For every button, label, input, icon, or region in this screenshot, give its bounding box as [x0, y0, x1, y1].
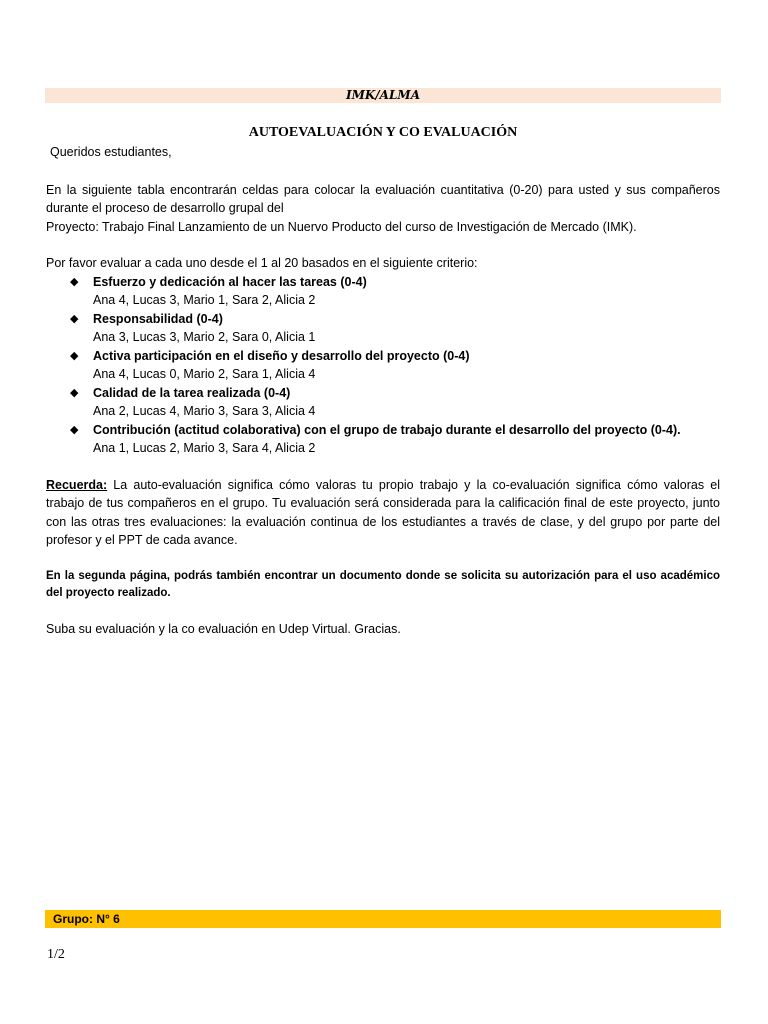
diamond-bullet-icon: ◆ [70, 386, 79, 399]
intro-line-1: En la siguiente tabla encontrarán celdas para colocar la evaluación cuantitativa (0-20) para usted y sus compañeros durante el proceso de desarrollo grupal del [46, 182, 720, 215]
criteria-item [46, 421, 720, 458]
page-number: 1/2 [47, 947, 65, 962]
group-number-label: Grupo: N° 6 [53, 912, 120, 926]
diamond-bullet-icon: ◆ [70, 275, 79, 288]
criteria-item [46, 384, 720, 421]
greeting: Queridos estudiantes, [50, 145, 172, 159]
criteria-scores: Ana 2, Lucas 4, Mario 3, Sara 3, Alicia 4 [93, 404, 316, 418]
diamond-bullet-icon: ◆ [70, 312, 79, 325]
criteria-item [46, 310, 720, 347]
criteria-title: Activa participación en el diseño y desarrollo del proyecto (0-4) [93, 348, 470, 363]
reminder-text: La auto-evaluación significa cómo valoras tu propio trabajo y la co-evaluación significa cómo valoras el trabajo de tus compañeros en el grupo. Tu evaluación será considerada para la calificación final de este proyecto, junto con las otras tres evaluaciones: la evaluación continua de los estudiantes a través de clase, y del grupo por parte del profesor y el PPT de cada avance. [46, 477, 720, 547]
closing-message: Suba su evaluación y la co evaluación en Udep Virtual. Gracias. [46, 621, 401, 636]
criteria-intro: Por favor evaluar a cada uno desde el 1 al 20 basados en el siguiente criterio: [46, 256, 478, 270]
document-title: AUTOEVALUACIÓN Y CO EVALUACIÓN [248, 125, 518, 140]
header-course-code: IMK/ALMA [345, 88, 421, 102]
reminder-paragraph [46, 476, 720, 550]
criteria-item [46, 347, 720, 384]
criteria-scores: Ana 4, Lucas 0, Mario 2, Sara 1, Alicia 4 [93, 367, 316, 381]
reminder-label: Recuerda: [46, 477, 108, 492]
criteria-title: Esfuerzo y dedicación al hacer las tareas (0-4) [93, 274, 367, 289]
document-body [46, 143, 720, 638]
intro-paragraph [46, 181, 720, 237]
diamond-bullet-icon: ◆ [70, 349, 79, 362]
diamond-bullet-icon: ◆ [70, 423, 79, 436]
header-bar [45, 88, 721, 103]
footer-group-bar [45, 910, 721, 928]
criteria-title: Contribución (actitud colaborativa) con el grupo de trabajo durante el desarrollo del proyecto (0-4). [93, 422, 681, 437]
criteria-scores: Ana 1, Lucas 2, Mario 3, Sara 4, Alicia 2 [93, 441, 316, 455]
criteria-title: Responsabilidad (0-4) [93, 311, 223, 326]
criteria-title: Calidad de la tarea realizada (0-4) [93, 385, 291, 400]
intro-line-2: Proyecto: Trabajo Final Lanzamiento de un Nuervo Producto del curso de Investigación de Mercado (IMK). [46, 219, 637, 234]
second-page-note: En la segunda página, podrás también encontrar un documento donde se solicita su autorización para el uso académico del proyecto realizado. [46, 569, 720, 599]
criteria-scores: Ana 3, Lucas 3, Mario 2, Sara 0, Alicia 1 [93, 330, 316, 344]
criteria-item [46, 273, 720, 310]
criteria-list [46, 273, 720, 458]
criteria-scores: Ana 4, Lucas 3, Mario 1, Sara 2, Alicia 2 [93, 293, 316, 307]
